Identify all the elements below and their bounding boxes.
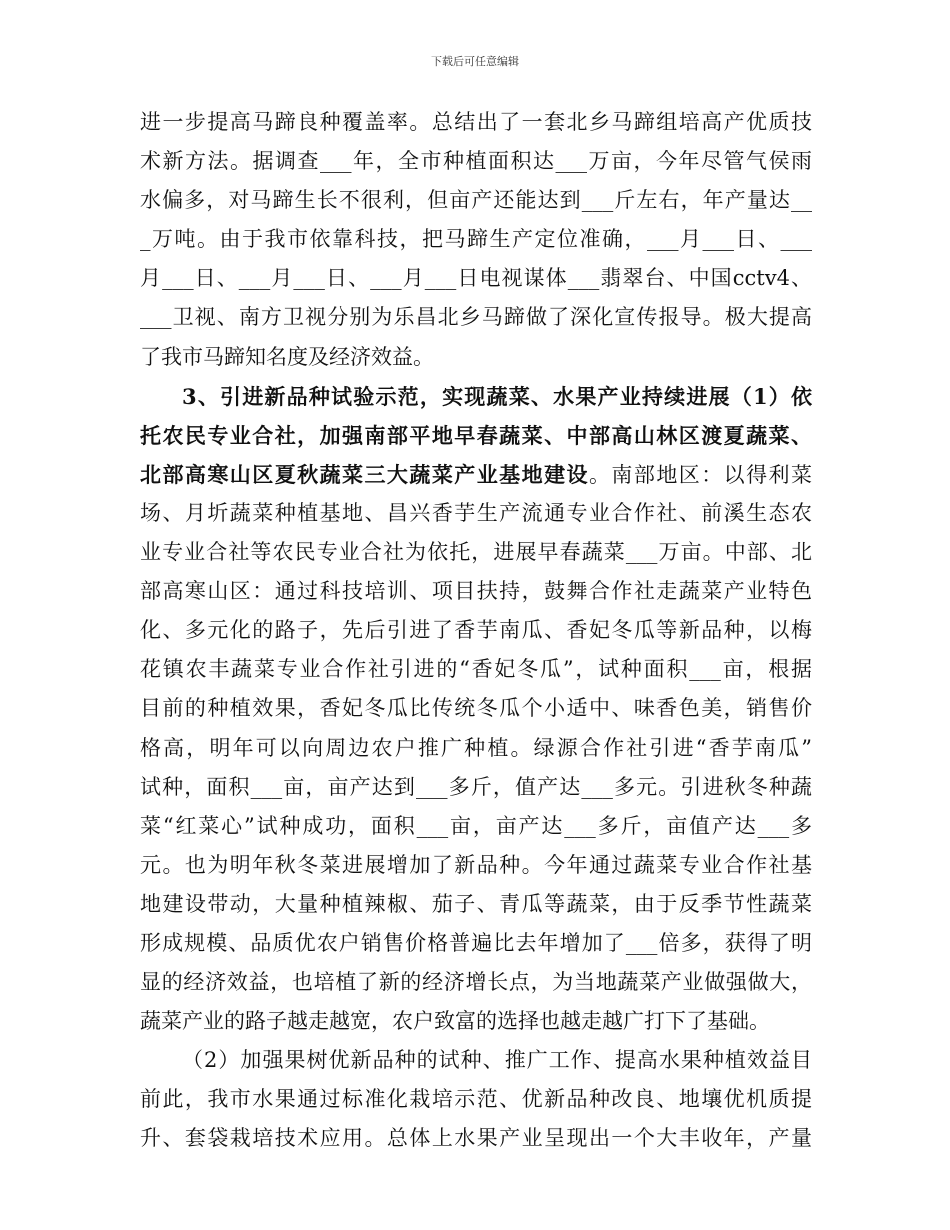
text-line [140, 103, 812, 142]
text-line [140, 729, 812, 768]
text-line [140, 885, 812, 924]
text-run: 地建设带动，大量种植辣椒、茄子、青瓜等蔬菜，由于反季节性蔬菜 [140, 891, 812, 916]
text-line [140, 1002, 812, 1041]
text-run: 蔬菜产业的路子越走越宽，农户致富的选择也越走越广打下了基础。 [140, 1009, 770, 1034]
bold-text-run: 3、引进新品种试验示范，实现蔬菜、水果产业持续进展（1）依 [182, 383, 812, 409]
text-run: 进一步提高马蹄良种覆盖率。总结出了一套北乡马蹄组培高产优质技 [140, 110, 812, 134]
text-run: _万吨。由于我市依靠科技，把马蹄生产定位准确，___月___日、___ [140, 227, 812, 252]
text-line [140, 1119, 812, 1158]
text-run: 前此，我市水果通过标准化栽培示范、优新品种改良、地壤优机质提 [140, 1087, 812, 1112]
text-run: （2）加强果树优新品种的试种、推广工作、提高水果种植效益目 [182, 1048, 812, 1073]
text-run: 形成规模、品质优农户销售价格普遍比去年增加了___倍多，获得了明 [140, 930, 812, 955]
text-line [140, 650, 812, 689]
text-line [140, 924, 812, 963]
text-run: 业专业合社等农民专业合社为依托，进展早春蔬菜___万亩。中部、北 [140, 540, 812, 565]
text-run: ___卫视、南方卫视分别为乐昌北乡马蹄做了深化宣传报导。极大提高 [140, 305, 812, 330]
page-header: 下载后可任意编辑 [431, 55, 519, 68]
text-line [140, 963, 812, 1002]
text-run: 化、多元化的路子，先后引进了香芋南瓜、香妃冬瓜等新品种，以梅 [140, 618, 812, 643]
text-run: 目前的种植效果，香妃冬瓜比传统冬瓜个小适中、味香色美，销售价 [140, 696, 812, 721]
text-line [140, 377, 812, 416]
text-line [140, 611, 812, 650]
document-body [140, 103, 812, 1159]
text-line [140, 807, 812, 846]
text-run: 水偏多，对马蹄生长不很利，但亩产还能达到___斤左右，年产量达__ [140, 188, 812, 213]
text-line [140, 142, 812, 181]
text-run: 元。也为明年秋冬菜进展增加了新品种。今年通过蔬菜专业合作社基 [140, 852, 812, 877]
text-run: 月___日、___月___日、___月___日电视谋体___翡翠台、中国cctv4、 [140, 266, 812, 291]
text-line [140, 1041, 812, 1080]
text-line [140, 689, 812, 728]
text-line [140, 220, 812, 259]
text-run: 了我市马蹄知名度及经济效益。 [140, 344, 434, 369]
text-line [140, 181, 812, 220]
bold-text-run: 托农民专业合社，加强南部平地早春蔬菜、中部高山林区渡夏蔬菜、 [140, 422, 812, 448]
text-run: 菜“红菜心”试种成功，面积___亩，亩产达___多斤，亩值产达___多 [140, 813, 812, 838]
text-run: 格高，明年可以向周边农户推广种植。绿源合作社引进“香芋南瓜” [140, 735, 812, 760]
text-line [140, 533, 812, 572]
text-line [140, 494, 812, 533]
text-line [140, 416, 812, 455]
text-run: 场、月圻蔬菜种植基地、昌兴香芋生产流通专业合作社、前溪生态农 [140, 500, 812, 525]
text-run: 试种，面积___亩，亩产达到___多斤，值产达___多元。引进秋冬种蔬 [140, 774, 812, 799]
text-line [140, 846, 812, 885]
text-run: 花镇农丰蔬菜专业合作社引进的“香妃冬瓜”，试种面积___亩，根据 [140, 657, 812, 682]
text-run: 部高寒山区：通过科技培训、项目扶持，鼓舞合作社走蔬菜产业特色 [140, 579, 812, 604]
text-line [140, 338, 812, 377]
text-run: 升、套袋栽培技术应用。总体上水果产业呈现出一个大丰收年，产量 [140, 1126, 812, 1151]
text-line [140, 572, 812, 611]
text-line [140, 768, 812, 807]
text-line [140, 259, 812, 298]
text-line [140, 1080, 812, 1119]
text-run: 术新方法。据调查___年，全市种植面积达___万亩，今年尽管气侯雨 [140, 149, 812, 174]
text-run: 显的经济效益，也培植了新的经济增长点，为当地蔬菜产业做强做大， [140, 970, 812, 995]
text-line [140, 298, 812, 337]
bold-text-run: 北部高寒山区夏秋蔬菜三大蔬菜产业基地建设 [140, 461, 589, 487]
text-line [140, 455, 812, 494]
text-run: 。南部地区：以得利菜 [588, 462, 812, 487]
